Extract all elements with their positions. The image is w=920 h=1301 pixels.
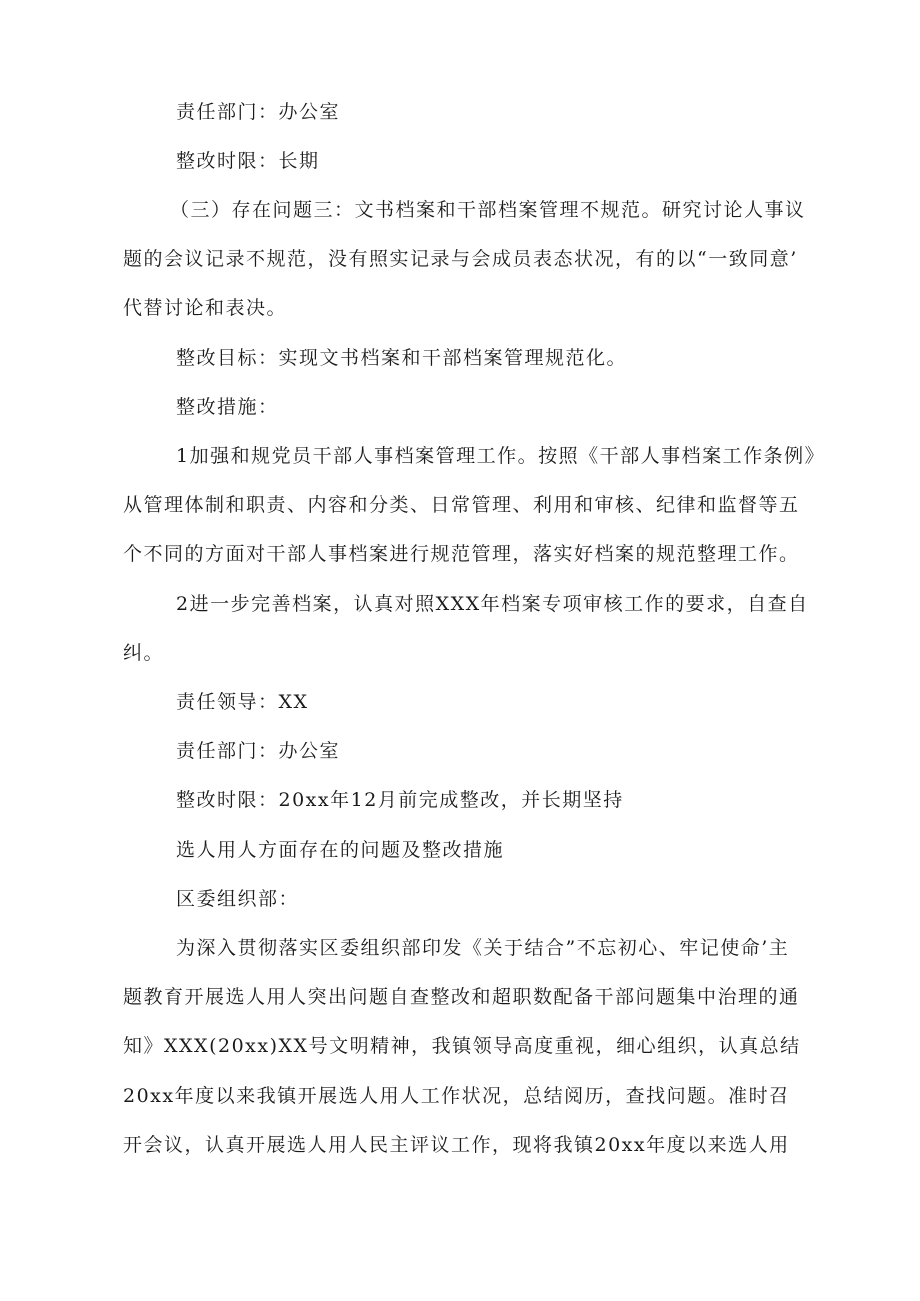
text-line: 整改措施：: [176, 396, 279, 418]
text-line: 题的会议记录不规范，没有照实记录与会成员表态状况，有的以“一致同意’: [123, 248, 798, 270]
text-line: 2进一步完善档案，认真对照XXX年档案专项审核工作的要求，自查自: [176, 593, 809, 615]
text-line: 1加强和规党员干部人事档案管理工作。按照《干部人事档案工作条例》: [176, 445, 826, 467]
text-line: 开会议，认真开展选人用人民主评议工作，现将我镇20xx年度以来选人用: [123, 1134, 790, 1156]
text-line: 从管理体制和职责、内容和分类、日常管理、利用和审核、纪律和监督等五: [123, 494, 800, 516]
text-line: 纠。: [123, 642, 165, 664]
text-line: 责任领导：XX: [176, 691, 309, 713]
text-line: （三）存在问题三：文书档案和干部档案管理不规范。研究讨论人事议: [170, 199, 806, 221]
text-line: 个不同的方面对干部人事档案进行规范管理，落实好档案的规范整理工作。: [123, 543, 800, 565]
text-line: 整改目标：实现文书档案和干部档案管理规范化。: [176, 347, 628, 369]
text-line: 代替讨论和表决。: [123, 297, 288, 319]
text-line: 整改时限：长期: [176, 150, 320, 172]
text-line: 为深入贯彻落实区委组织部印发《关于结合”不忘初心、牢记使命’主: [176, 937, 790, 959]
text-line: 责任部门：办公室: [176, 101, 341, 123]
text-line: 整改时限：20xx年12月前完成整改，并长期坚持: [176, 789, 624, 811]
text-line: 责任部门：办公室: [176, 740, 341, 762]
text-line: 知》XXX(20xx)XX号文明精神，我镇领导高度重视，细心组织，认真总结: [123, 1035, 801, 1057]
text-line: 题教育开展选人用人突出问题自查整改和超职数配备干部问题集中治理的通: [123, 986, 800, 1008]
text-line: 区委组织部：: [176, 888, 300, 910]
text-line: 20xx年度以来我镇开展选人用人工作状况，总结阅历，查找问题。准时召: [123, 1085, 790, 1107]
text-line: 选人用人方面存在的问题及整改措施: [176, 839, 505, 861]
